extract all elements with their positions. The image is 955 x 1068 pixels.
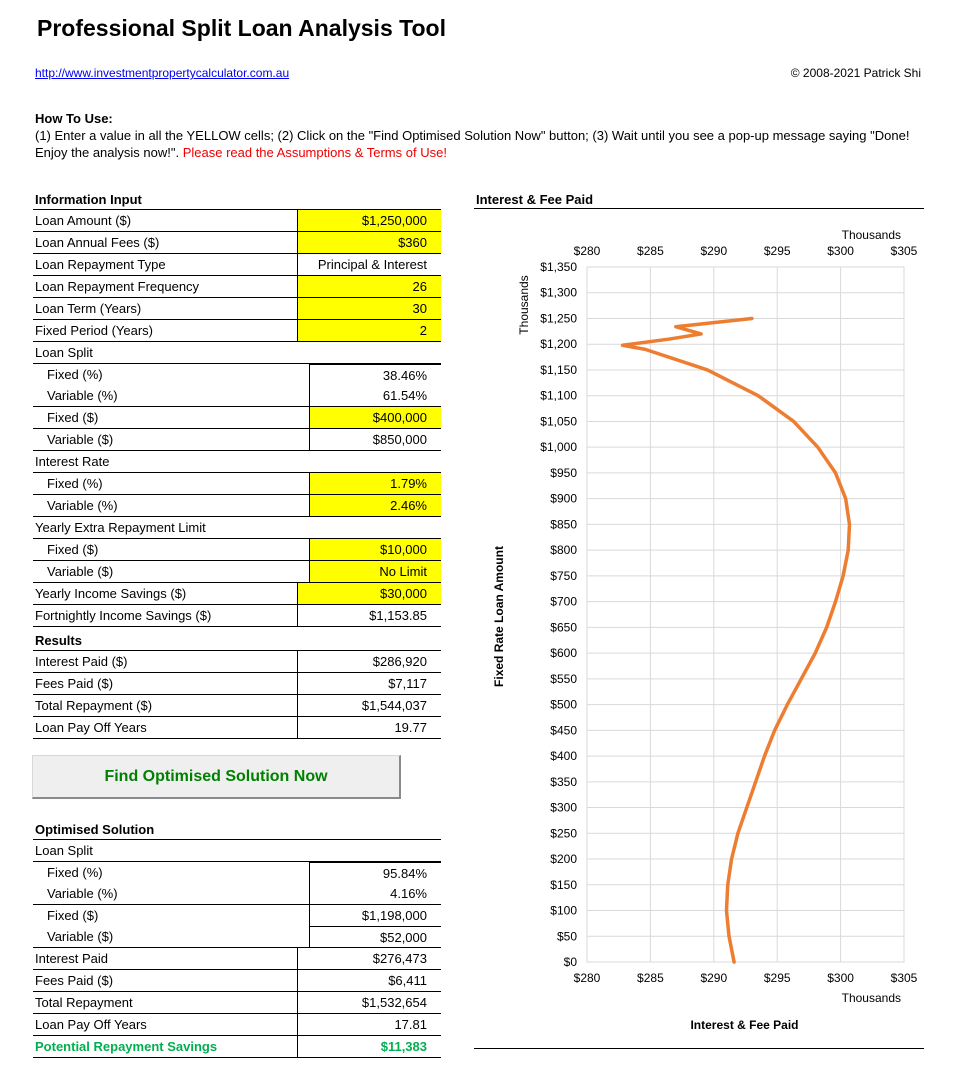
potential-savings-value: $11,383: [297, 1036, 441, 1057]
interest-rate-label: Interest Rate: [35, 454, 110, 469]
fees-paid-value: $7,117: [297, 673, 441, 694]
y-tick-label: $700: [550, 594, 577, 609]
y-units-label: Thousands: [517, 275, 531, 335]
terms-link[interactable]: Please read the Assumptions & Terms of Use!: [182, 145, 447, 160]
y-tick-label: $500: [550, 697, 577, 712]
potential-savings-label: Potential Repayment Savings: [35, 1039, 218, 1054]
y-tick-label: $1,200: [540, 337, 577, 352]
y-tick-label: $850: [550, 517, 577, 532]
y-tick-label: $750: [550, 568, 577, 583]
x-tick-label-bottom: $300: [827, 971, 854, 985]
x-units-bottom: Thousands: [841, 991, 901, 1005]
repayment-type-label: Loan Repayment Type: [35, 257, 166, 272]
x-tick-label-bottom: $285: [637, 971, 664, 985]
opt-fixed-pct-value: 95.84%: [309, 862, 441, 883]
payoff-years-row: [33, 717, 441, 739]
information-input-heading: Information Input: [33, 189, 441, 210]
total-repayment-row: [33, 695, 441, 717]
y-tick-label: $200: [550, 852, 577, 867]
total-repayment-value: $1,544,037: [297, 695, 441, 716]
plot-area: [587, 267, 904, 962]
opt-interest-paid-label: Interest Paid: [35, 951, 108, 966]
y-tick-label: $1,050: [540, 414, 577, 429]
y-tick-label: $1,300: [540, 285, 577, 300]
y-tick-label: $1,350: [540, 260, 577, 274]
loan-amount-row: [33, 210, 441, 232]
interest-paid-value: $286,920: [297, 651, 441, 672]
x-tick-label-top: $285: [637, 244, 664, 258]
repayment-type-row: [33, 254, 441, 276]
website-link[interactable]: http://www.investmentpropertycalculator.com.au: [35, 66, 290, 80]
split-var-pct-label: Variable (%): [47, 388, 118, 403]
copyright-text: © 2008-2021 Patrick Shi: [790, 66, 921, 80]
repayment-frequency-label: Loan Repayment Frequency: [35, 279, 200, 294]
annual-fees-row: [33, 232, 441, 254]
rate-fixed-input[interactable]: 1.79%: [309, 473, 441, 494]
y-tick-label: $900: [550, 491, 577, 506]
opt-loan-split-label: Loan Split: [35, 843, 93, 858]
opt-total-repayment-row: [33, 992, 441, 1014]
loan-amount-chart: [474, 210, 926, 1046]
y-tick-label: $800: [550, 543, 577, 558]
rate-fixed-label: Fixed (%): [47, 476, 103, 491]
y-tick-label: $350: [550, 774, 577, 789]
x-axis-title: Interest & Fee Paid: [690, 1018, 799, 1032]
repayment-frequency-row: [33, 276, 441, 298]
x-tick-label-top: $295: [763, 244, 791, 258]
chart-bottom-rule: [474, 1048, 924, 1049]
opt-fixed-amt-label: Fixed ($): [47, 908, 99, 923]
fixed-period-row: [33, 320, 441, 342]
opt-var-amt-value: $52,000: [309, 926, 441, 947]
y-tick-label: $450: [550, 723, 577, 738]
x-tick-label-bottom: $295: [763, 971, 791, 985]
opt-payoff-years-row: [33, 1014, 441, 1036]
opt-fixed-amt-row: [33, 905, 441, 926]
opt-fees-paid-label: Fees Paid ($): [35, 973, 114, 988]
y-tick-label: $1,150: [540, 362, 577, 377]
fortnightly-savings-value: $1,153.85: [297, 605, 441, 626]
opt-payoff-years-value: 17.81: [297, 1014, 441, 1035]
split-var-pct-value: 61.54%: [309, 385, 441, 406]
opt-var-pct-label: Variable (%): [47, 886, 118, 901]
opt-interest-paid-value: $276,473: [297, 948, 441, 969]
information-input-section: [33, 189, 441, 627]
x-tick-label-bottom: $280: [573, 971, 601, 985]
total-repayment-label: Total Repayment ($): [35, 698, 153, 713]
rate-fixed-row: [33, 473, 441, 495]
fortnightly-savings-label: Fortnightly Income Savings ($): [35, 608, 212, 623]
opt-interest-paid-row: [33, 948, 441, 970]
split-fixed-pct-value: 38.46%: [309, 364, 441, 385]
opt-fixed-amt-value: $1,198,000: [309, 905, 441, 926]
loan-term-input[interactable]: 30: [297, 298, 441, 319]
opt-fees-paid-row: [33, 970, 441, 992]
yearly-savings-input[interactable]: $30,000: [297, 583, 441, 604]
split-fixed-amt-row: [33, 407, 441, 429]
split-fixed-amt-label: Fixed ($): [47, 410, 99, 425]
rate-var-input[interactable]: 2.46%: [309, 495, 441, 516]
extra-fixed-input[interactable]: $10,000: [309, 539, 441, 560]
fortnightly-savings-row: [33, 605, 441, 627]
interest-rate-row: [33, 451, 441, 473]
fees-paid-row: [33, 673, 441, 695]
y-tick-label: $550: [550, 671, 577, 686]
opt-var-amt-row: [33, 926, 441, 948]
split-var-amt-row: [33, 429, 441, 451]
loan-amount-label: Loan Amount ($): [35, 213, 132, 228]
split-fixed-pct-row: [33, 364, 441, 385]
x-tick-label-bottom: $290: [700, 971, 728, 985]
y-tick-label: $1,100: [540, 388, 577, 403]
chart-top-rule: [474, 208, 924, 209]
loan-term-label: Loan Term (Years): [35, 301, 142, 316]
extra-fixed-label: Fixed ($): [47, 542, 99, 557]
fixed-period-input[interactable]: 2: [297, 320, 441, 341]
x-units-top: Thousands: [841, 228, 901, 242]
results-section: [33, 630, 441, 739]
x-tick-label-top: $300: [827, 244, 854, 258]
opt-var-amt-label: Variable ($): [47, 929, 114, 944]
extra-limit-label: Yearly Extra Repayment Limit: [35, 520, 206, 535]
interest-paid-label: Interest Paid ($): [35, 654, 128, 669]
y-tick-label: $300: [550, 800, 577, 815]
y-tick-label: $650: [550, 620, 577, 635]
split-fixed-pct-label: Fixed (%): [47, 367, 103, 382]
payoff-years-label: Loan Pay Off Years: [35, 720, 147, 735]
y-tick-label: $0: [563, 955, 577, 969]
extra-limit-row: [33, 517, 441, 539]
y-tick-label: $600: [550, 646, 577, 661]
fees-paid-label: Fees Paid ($): [35, 676, 114, 691]
opt-fixed-pct-label: Fixed (%): [47, 865, 103, 880]
yearly-savings-label: Yearly Income Savings ($): [35, 586, 187, 601]
opt-loan-split-row: [33, 840, 441, 862]
potential-savings-row: [33, 1036, 441, 1058]
howto-heading: How To Use:: [35, 111, 113, 126]
split-var-pct-row: [33, 385, 441, 407]
extra-var-label: Variable ($): [47, 564, 114, 579]
y-tick-label: $150: [550, 877, 577, 892]
split-fixed-amt-input[interactable]: $400,000: [309, 407, 441, 428]
annual-fees-input[interactable]: $360: [297, 232, 441, 253]
x-tick-label-top: $280: [573, 244, 601, 258]
rate-var-label: Variable (%): [47, 498, 118, 513]
split-var-amt-label: Variable ($): [47, 432, 114, 447]
opt-var-pct-value: 4.16%: [309, 883, 441, 904]
repayment-type-value: Principal & Interest: [297, 254, 441, 275]
repayment-frequency-input[interactable]: 26: [297, 276, 441, 297]
y-tick-label: $250: [550, 826, 577, 841]
rate-var-row: [33, 495, 441, 517]
howto-text: [35, 127, 925, 161]
interest-paid-row: [33, 651, 441, 673]
y-axis-title: Fixed Rate Loan Amount: [492, 546, 506, 687]
y-tick-label: $400: [550, 749, 577, 764]
results-heading: Results: [33, 630, 441, 651]
y-tick-label: $100: [550, 903, 577, 918]
loan-split-row: [33, 342, 441, 364]
y-tick-label: $50: [556, 929, 577, 944]
x-tick-label-top: $290: [700, 244, 728, 258]
loan-split-label: Loan Split: [35, 345, 93, 360]
optimised-solution-section: [33, 819, 441, 1058]
find-optimised-solution-button[interactable]: Find Optimised Solution Now: [32, 755, 401, 799]
y-tick-label: $950: [550, 465, 577, 480]
y-tick-label: $1,250: [540, 311, 577, 326]
x-tick-label-top: $305: [890, 244, 918, 258]
extra-var-row: [33, 561, 441, 583]
y-tick-label: $1,000: [540, 440, 577, 455]
x-tick-label-bottom: $305: [890, 971, 918, 985]
extra-var-input[interactable]: No Limit: [309, 561, 441, 582]
opt-var-pct-row: [33, 883, 441, 905]
opt-fees-paid-value: $6,411: [297, 970, 441, 991]
split-var-amt-value: $850,000: [309, 429, 441, 450]
chart-title: Interest & Fee Paid: [476, 192, 594, 207]
fixed-period-label: Fixed Period (Years): [35, 323, 154, 338]
loan-term-row: [33, 298, 441, 320]
annual-fees-label: Loan Annual Fees ($): [35, 235, 160, 250]
opt-fixed-pct-row: [33, 862, 441, 883]
loan-amount-input[interactable]: $1,250,000: [297, 210, 441, 231]
howto-instructions: (1) Enter a value in all the YELLOW cells; (2) Click on the "Find Optimised Solution Now" button; (3) Wait until you see a pop-up message saying "Done! Enjoy the analysis now!".: [35, 128, 910, 160]
page-title: Professional Split Loan Analysis Tool: [37, 15, 446, 41]
payoff-years-value: 19.77: [297, 717, 441, 738]
extra-fixed-row: [33, 539, 441, 561]
opt-payoff-years-label: Loan Pay Off Years: [35, 1017, 147, 1032]
opt-total-repayment-value: $1,532,654: [297, 992, 441, 1013]
opt-total-repayment-label: Total Repayment: [35, 995, 133, 1010]
optimised-solution-heading: Optimised Solution: [33, 819, 441, 840]
yearly-savings-row: [33, 583, 441, 605]
